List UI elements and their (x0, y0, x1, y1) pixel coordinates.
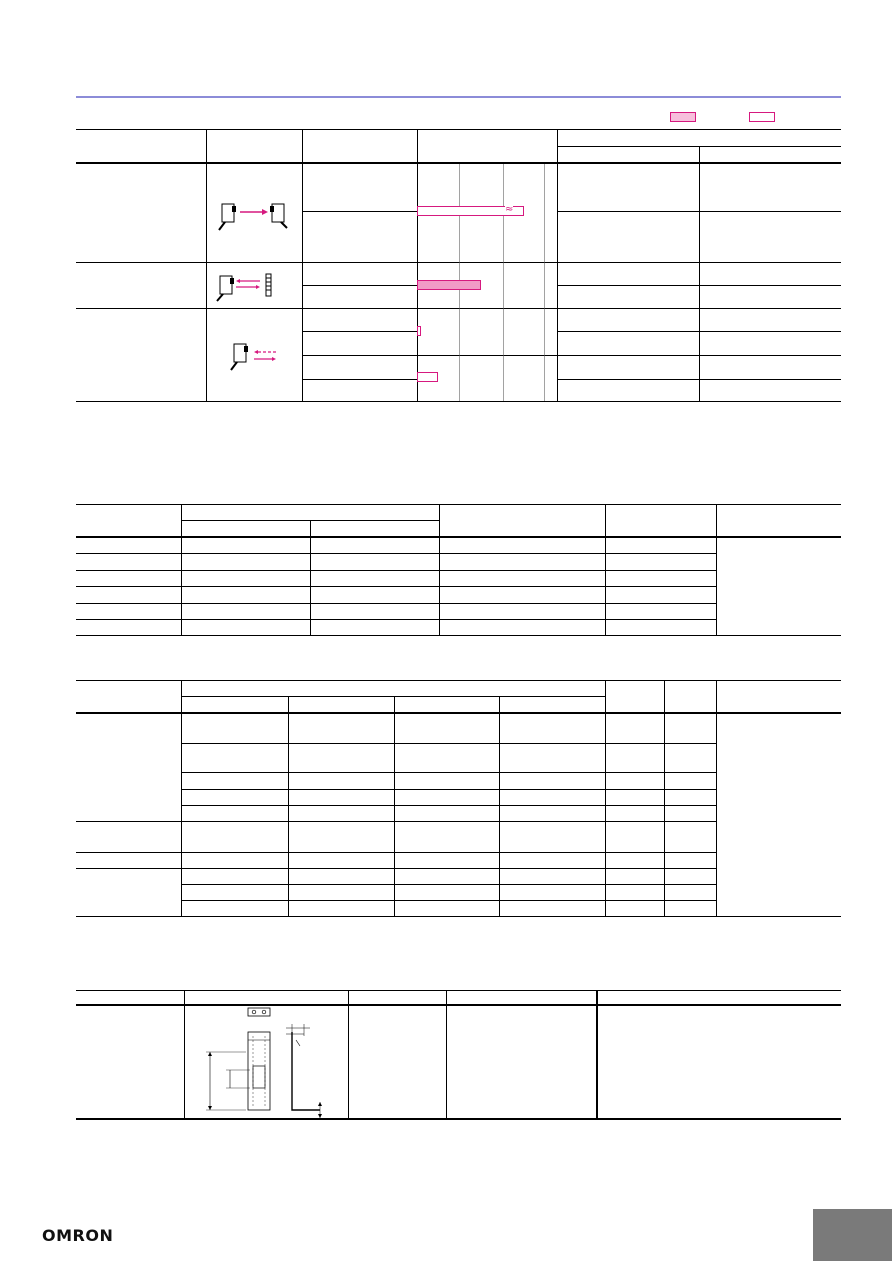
page-tab-marker (813, 1209, 892, 1261)
retroreflective-sensor-icon (212, 270, 282, 302)
range-bar-diffuse-1 (417, 326, 421, 336)
legend-empty-swatch (749, 112, 775, 122)
diffuse-reflective-sensor-icon (226, 340, 280, 374)
through-beam-sensor-icon (214, 198, 294, 232)
mounting-bracket-drawing (200, 1006, 335, 1118)
axis-break-icon: ≈ (505, 204, 514, 215)
range-bar-retroreflective (417, 280, 481, 290)
legend-filled-swatch (670, 112, 696, 122)
section-rule (76, 96, 841, 98)
omron-logo: OMRON (42, 1226, 114, 1245)
range-bar-diffuse-2 (417, 372, 438, 382)
